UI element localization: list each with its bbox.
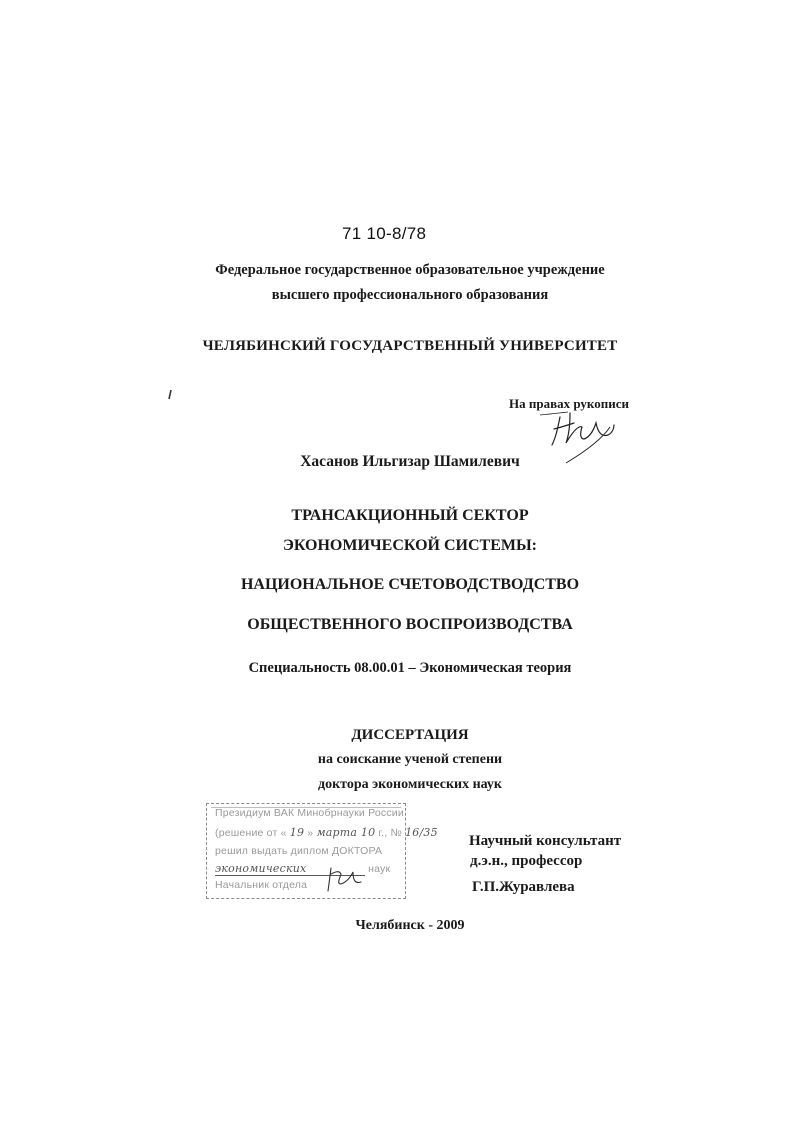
- stamp-decision-day: 19: [289, 826, 305, 839]
- dissertation-label: ДИССЕРТАЦИЯ: [351, 727, 469, 743]
- stamp-field: экономических: [215, 862, 365, 876]
- title-line-3: НАЦИОНАЛЬНОЕ СЧЕТОВОДСТВОДСТВО: [240, 576, 580, 593]
- degree-line-2: доктора экономических наук: [317, 777, 502, 792]
- stamp-line-5: Начальник отдела: [215, 879, 308, 891]
- university-name: ЧЕЛЯБИНСКИЙ ГОСУДАРСТВЕННЫЙ УНИВЕРСИТЕТ: [202, 338, 618, 354]
- stamp-decision-prefix: (решение от «: [215, 827, 287, 839]
- consultant-label: Научный консультант: [469, 833, 622, 849]
- stamp-line-3: решил выдать диплом ДОКТОРА: [215, 845, 383, 857]
- consultant-name: Г.П.Журавлева: [472, 879, 575, 895]
- institution-line-1: Федеральное государственное образовательное учреждение: [215, 262, 605, 278]
- stamp-line-1: Президиум ВАК Минобрнауки России: [215, 807, 404, 819]
- margin-mark: [166, 388, 174, 406]
- stamp-field-suffix: наук: [368, 863, 391, 875]
- title-line-4: ОБЩЕСТВЕННОГО ВОСПРОИЗВОДСТВА: [247, 616, 573, 633]
- stamp-signature: [325, 864, 365, 899]
- catalog-code: 71 10-8/78: [342, 224, 427, 243]
- institution-line-2: высшего профессионального образования: [271, 287, 549, 303]
- vak-approval-stamp: [206, 803, 438, 899]
- title-line-2: ЭКОНОМИЧЕСКОЙ СИСТЕМЫ:: [282, 537, 538, 554]
- manuscript-note: На правах рукописи: [509, 396, 629, 411]
- stamp-line-2: [215, 826, 438, 839]
- consultant-title: д.э.н., профессор: [470, 853, 583, 869]
- degree-line-1: на соискание ученой степени: [317, 752, 503, 767]
- stamp-decision-number: 16/35: [405, 826, 438, 839]
- specialty: Специальность 08.00.01 – Экономическая теория: [248, 660, 572, 676]
- stamp-decision-suffix: г., №: [378, 827, 402, 839]
- city-year: Челябинск - 2009: [355, 918, 465, 933]
- title-line-1: ТРАНСАКЦИОННЫЙ СЕКТОР: [291, 507, 529, 524]
- author-name: Хасанов Ильгизар Шамилевич: [300, 453, 520, 470]
- stamp-decision-mid: »: [307, 827, 314, 839]
- stamp-decision-month: марта 10: [316, 826, 376, 839]
